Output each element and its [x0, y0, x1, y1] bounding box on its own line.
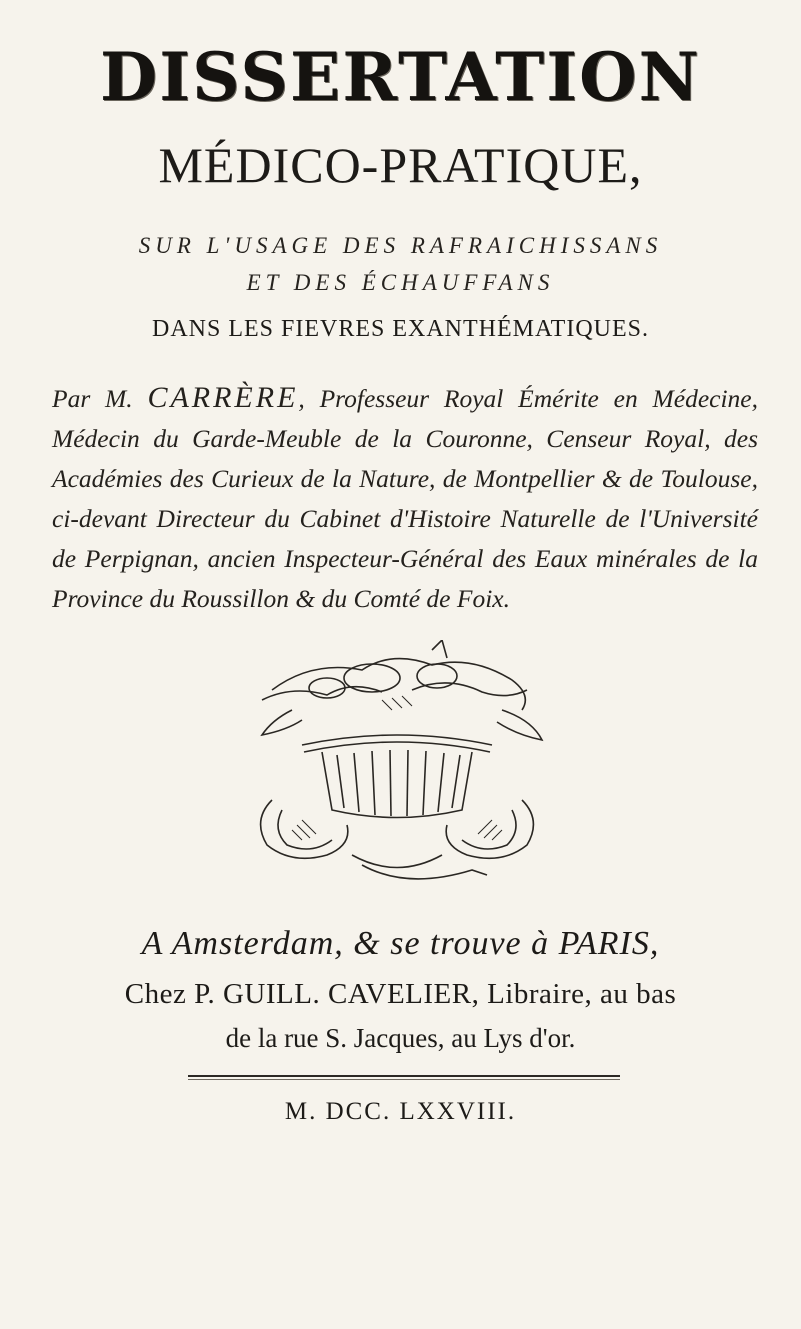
- basket-of-flowers-ornament: [232, 640, 562, 890]
- imprint-publisher: Chez P. GUILL. CAVELIER, Libraire, au bas: [124, 978, 677, 1010]
- title-line-2: MÉDICO-PRATIQUE,: [158, 137, 643, 193]
- author-prefix: Par M.: [52, 384, 148, 413]
- imprint-address: de la rue S. Jacques, au Lys d'or.: [225, 1023, 576, 1053]
- subtitle-line-1: SUR L'USAGE DES RAFRAICHISSANS: [138, 233, 663, 258]
- subtitle-line-3: DANS LES FIEVRES EXANTHÉMATIQUES.: [151, 316, 649, 342]
- author-details: , Professeur Royal Émérite en Médecine, Médecin du Garde-Meuble de la Couronne, Censeur Royal, des Académies des Curieux de la Nature, de Montpellier & de Toulouse, ci-devant Directeur du Cabinet d'Histoire Naturelle de l'Université de Perpignan, ancien Inspecteur-Général des Eaux minérales de la Province du Roussillon & du Comté de Foix.: [52, 384, 758, 613]
- author-name: CARRÈRE: [147, 381, 299, 414]
- imprint-place: A Amsterdam, & se trouve à PARIS,: [141, 925, 660, 962]
- publication-date: M. DCC. LXXVIII.: [284, 1098, 517, 1125]
- subtitle-line-2: ET DES ÉCHAUFFANS: [246, 270, 555, 295]
- title-line-1: DISSERTATION: [100, 38, 701, 116]
- divider-rule: [188, 1075, 620, 1080]
- author-block: [52, 378, 758, 619]
